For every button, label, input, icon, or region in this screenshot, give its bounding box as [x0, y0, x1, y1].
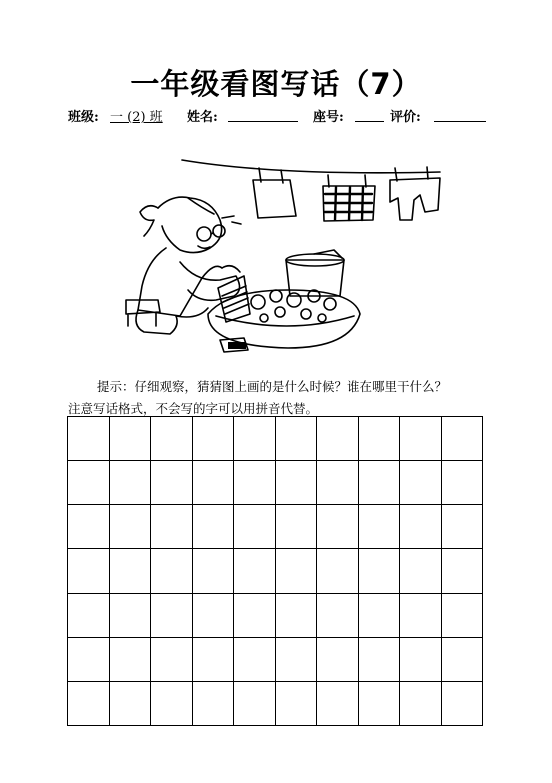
grid-cell[interactable] — [193, 682, 235, 726]
grid-cell[interactable] — [442, 549, 484, 593]
grid-cell[interactable] — [276, 417, 318, 461]
grid-cell[interactable] — [68, 682, 110, 726]
grid-cell[interactable] — [317, 549, 359, 593]
grid-cell[interactable] — [193, 505, 235, 549]
class-value: 一 (2) 班 — [110, 110, 163, 125]
grid-cell[interactable] — [68, 417, 110, 461]
grid-cell[interactable] — [442, 638, 484, 682]
grid-cell[interactable] — [276, 638, 318, 682]
rating-field[interactable] — [434, 106, 486, 122]
grid-cell[interactable] — [68, 461, 110, 505]
grid-cell[interactable] — [359, 638, 401, 682]
class-label: 班级: — [68, 110, 99, 125]
grid-cell[interactable] — [234, 417, 276, 461]
grid-cell[interactable] — [151, 417, 193, 461]
grid-cell[interactable] — [317, 682, 359, 726]
name-field[interactable] — [228, 106, 298, 122]
grid-cell[interactable] — [317, 461, 359, 505]
grid-cell[interactable] — [359, 505, 401, 549]
writing-hint — [68, 376, 518, 420]
grid-cell[interactable] — [276, 594, 318, 638]
grid-cell[interactable] — [359, 594, 401, 638]
grid-cell[interactable] — [110, 594, 152, 638]
grid-cell[interactable] — [110, 682, 152, 726]
grid-cell[interactable] — [276, 461, 318, 505]
grid-cell[interactable] — [193, 638, 235, 682]
grid-cell[interactable] — [400, 549, 442, 593]
grid-cell[interactable] — [276, 505, 318, 549]
grid-cell[interactable] — [359, 461, 401, 505]
grid-cell[interactable] — [110, 505, 152, 549]
grid-cell[interactable] — [400, 417, 442, 461]
grid-cell[interactable] — [110, 549, 152, 593]
grid-cell[interactable] — [442, 682, 484, 726]
grid-cell[interactable] — [234, 505, 276, 549]
grid-cell[interactable] — [68, 638, 110, 682]
rating-label: 评价: — [390, 110, 421, 125]
grid-cell[interactable] — [68, 594, 110, 638]
grid-cell[interactable] — [359, 682, 401, 726]
grid-cell[interactable] — [317, 638, 359, 682]
grid-cell[interactable] — [234, 594, 276, 638]
grid-cell[interactable] — [151, 549, 193, 593]
grid-cell[interactable] — [151, 638, 193, 682]
grid-cell[interactable] — [400, 594, 442, 638]
grid-cell[interactable] — [276, 549, 318, 593]
seat-label: 座号: — [313, 110, 344, 125]
grid-cell[interactable] — [68, 505, 110, 549]
girl-washing-clothes-illustration — [118, 150, 448, 365]
grid-cell[interactable] — [193, 594, 235, 638]
grid-cell[interactable] — [317, 505, 359, 549]
grid-cell[interactable] — [193, 417, 235, 461]
grid-cell[interactable] — [442, 417, 484, 461]
student-info-row — [68, 106, 498, 126]
grid-cell[interactable] — [317, 417, 359, 461]
grid-cell[interactable] — [442, 461, 484, 505]
hint-line-2: 注意写话格式，不会写的字可以用拼音代替。 — [68, 401, 319, 416]
grid-cell[interactable] — [359, 549, 401, 593]
writing-grid[interactable] — [67, 416, 483, 726]
grid-cell[interactable] — [110, 461, 152, 505]
grid-cell[interactable] — [151, 682, 193, 726]
grid-cell[interactable] — [400, 461, 442, 505]
grid-cell[interactable] — [442, 505, 484, 549]
grid-cell[interactable] — [442, 594, 484, 638]
hint-line-1: 提示：仔细观察，猜猜图上画的是什么时候？谁在哪里干什么？ — [97, 379, 448, 394]
grid-cell[interactable] — [151, 594, 193, 638]
grid-cell[interactable] — [276, 682, 318, 726]
grid-cell[interactable] — [110, 417, 152, 461]
grid-cell[interactable] — [151, 505, 193, 549]
grid-cell[interactable] — [110, 638, 152, 682]
seat-field[interactable] — [355, 106, 384, 122]
grid-cell[interactable] — [400, 638, 442, 682]
grid-cell[interactable] — [234, 461, 276, 505]
grid-cell[interactable] — [359, 417, 401, 461]
page-title: 一年级看图写话（7） — [130, 67, 422, 101]
grid-cell[interactable] — [317, 594, 359, 638]
grid-cell[interactable] — [68, 549, 110, 593]
grid-cell[interactable] — [400, 505, 442, 549]
grid-cell[interactable] — [234, 682, 276, 726]
grid-cell[interactable] — [234, 638, 276, 682]
grid-cell[interactable] — [151, 461, 193, 505]
grid-cell[interactable] — [234, 549, 276, 593]
grid-cell[interactable] — [193, 549, 235, 593]
name-label: 姓名: — [187, 110, 218, 125]
grid-cell[interactable] — [400, 682, 442, 726]
grid-cell[interactable] — [193, 461, 235, 505]
